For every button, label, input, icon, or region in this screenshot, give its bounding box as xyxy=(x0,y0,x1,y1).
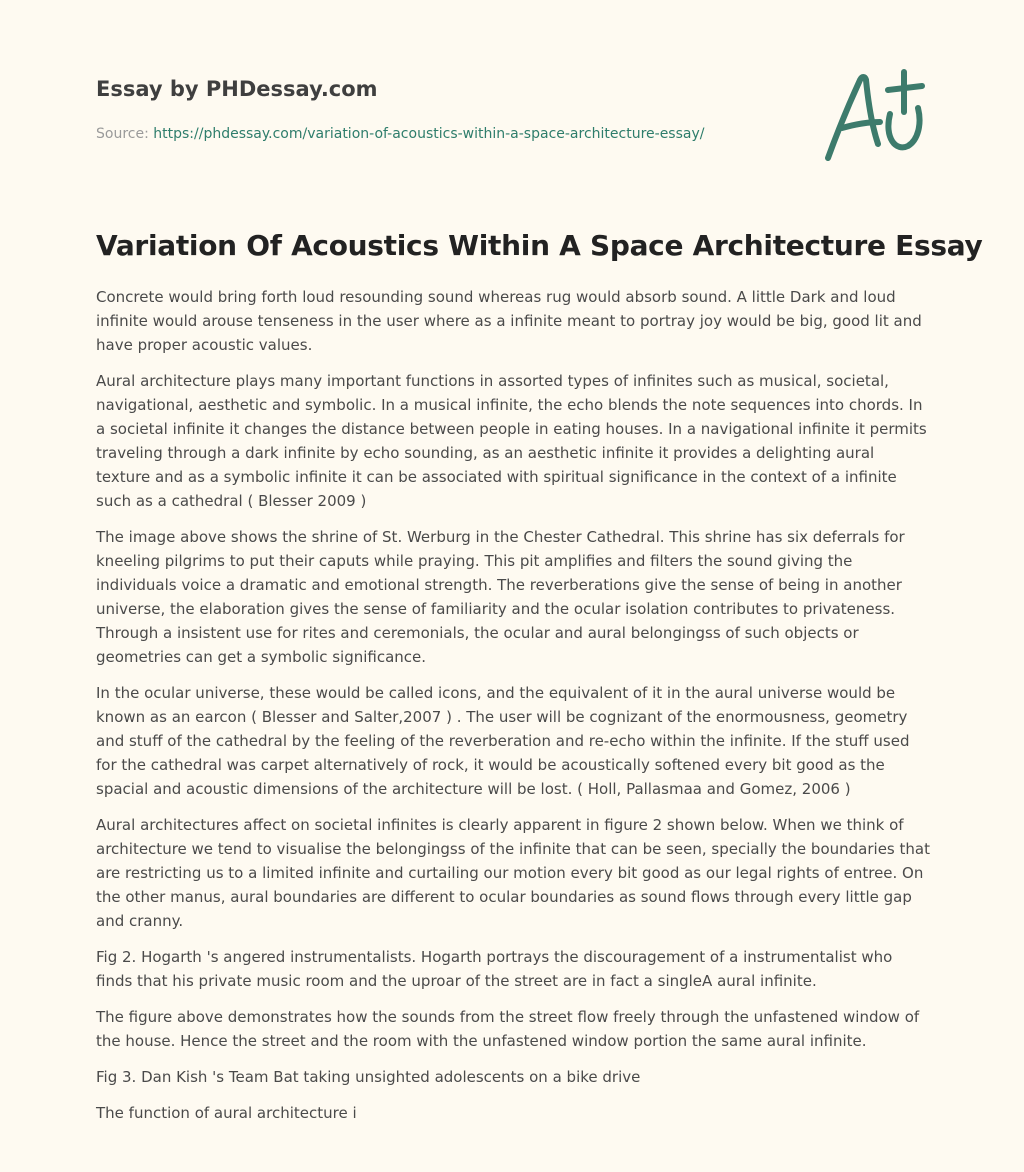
source-label: Source: xyxy=(96,126,149,142)
essay-paragraph: Concrete would bring forth loud resounding sound whereas rug would absorb sound. A little Dark and loud infinite would arouse tenseness in the user where as a infinite meant to portray joy would be big, good lit and have proper acoustic values. xyxy=(96,288,922,354)
essay-paragraph: In the ocular universe, these would be called icons, and the equivalent of it in the aural universe would be known as an earcon ( Blesser and Salter,2007 ) . The user will be cognizant of the enormousness, geometry and stuff of the cathedral by the feeling of the reverberation and re-echo within the infinite. If the stuff used for the cathedral was carpet alternatively of rock, it would be acoustically softened every bit good as the spacial and acoustic dimensions of the architecture will be lost. ( Holl, Pallasmaa and Gomez, 2006 ) xyxy=(96,684,910,798)
a-plus-logo-icon xyxy=(818,66,930,166)
essay-paragraph-truncated: The function of aural architecture i xyxy=(96,1104,357,1122)
site-brand: Essay by PHDessay.com xyxy=(96,77,378,101)
essay-paragraph: Aural architectures affect on societal infinites is clearly apparent in figure 2 shown below. When we think of architecture we tend to visualise the belongingss of the infinite that can be seen, specially the boundaries that are restricting us to a limited infinite and curtailing our motion every bit good as our legal rights of entree. On the other manus, aural boundaries are different to ocular boundaries as sound flows through every little gap and cranny. xyxy=(96,816,930,930)
source-link[interactable]: https://phdessay.com/variation-of-acoustics-within-a-space-architecture-essay/ xyxy=(153,126,705,142)
essay-title: Variation Of Acoustics Within A Space Architecture Essay xyxy=(96,229,983,262)
figure-caption: Fig 3. Dan Kish 's Team Bat taking unsighted adolescents on a bike drive xyxy=(96,1068,641,1086)
essay-header xyxy=(96,74,796,144)
figure-caption: Fig 2. Hogarth 's angered instrumentalists. Hogarth portrays the discouragement of a instrumentalist who finds that his private music room and the uproar of the street are in fact a singleA aural infinite. xyxy=(96,948,893,990)
source-line xyxy=(96,124,796,144)
essay-paragraph: Aural architecture plays many important functions in assorted types of infinites such as musical, societal, navigational, aesthetic and symbolic. In a musical infinite, the echo blends the note sequences into chords. In a societal infinite it changes the distance between people in eating houses. In a navigational infinite it permits traveling through a dark infinite by echo sounding, as an aesthetic infinite it provides a delighting aural texture and as a symbolic infinite it can be associated with spiritual significance in the context of a infinite such as a cathedral ( Blesser 2009 ) xyxy=(96,372,927,510)
essay-paragraph: The image above shows the shrine of St. Werburg in the Chester Cathedral. This shrine has six deferrals for kneeling pilgrims to put their caputs while praying. This pit amplifies and filters the sound giving the individuals voice a dramatic and emotional strength. The reverberations give the sense of being in another universe, the elaboration gives the sense of familiarity and the ocular isolation contributes to privateness. Through a insistent use for rites and ceremonials, the ocular and aural belongingss of such objects or geometries can get a symbolic significance. xyxy=(96,528,905,666)
essay-paragraph: The figure above demonstrates how the sounds from the street flow freely through the unfastened window of the house. Hence the street and the room with the unfastened window portion the same aural infinite. xyxy=(96,1008,920,1050)
essay-body xyxy=(96,285,930,1137)
